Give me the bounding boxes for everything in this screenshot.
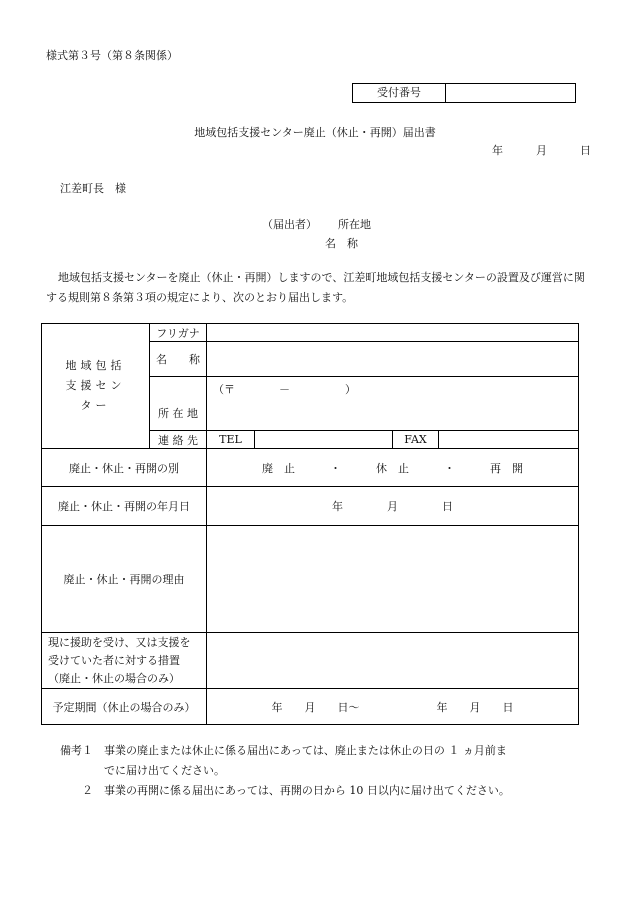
date-label: 廃止・休止・再開の年月日 (42, 487, 207, 526)
option-separator-2: ・ (444, 461, 455, 475)
notifier-name-label: 名 称 (325, 237, 358, 250)
period-field[interactable]: 年 月 日～ 年 月 日 (207, 689, 579, 725)
option-abolish[interactable]: 廃 止 (262, 461, 295, 475)
note-line-3: ２ 事業の再開に係る届出にあっては、再開の日から 10 日以内に届け出てください。 (60, 784, 510, 797)
measure-label-line-1: 現に援助を受け、又は支援を (48, 635, 191, 649)
option-separator-1: ・ (330, 461, 341, 475)
fax-label: FAX (393, 431, 439, 449)
date-day: 日 (580, 144, 591, 157)
addressee: 江差町長 様 (60, 182, 126, 195)
date-line (492, 142, 591, 158)
center-label: 地域包括支援センター (65, 359, 126, 412)
reason-label: 廃止・休止・再開の理由 (42, 526, 207, 633)
form-number: 様式第３号（第８条関係） (46, 49, 178, 62)
intro-paragraph: 地域包括支援センターを廃止（休止・再開）しますので、江差町地域包括支援センターの設置及び運営に関する規則第８条第３項の規定により、次のとおり届出します。 (46, 271, 585, 304)
note-line-1: 備考１ 事業の廃止または休止に係る届出にあっては、廃止または休止の日の １ ヵ月前ま (60, 744, 507, 757)
name-field[interactable] (207, 342, 579, 377)
note-line-2: でに届け出てください。 (60, 764, 225, 777)
date-month: 月 (536, 144, 547, 157)
notification-form-table (41, 323, 579, 725)
option-resume[interactable]: 再 開 (490, 461, 523, 475)
period-label: 予定期間（休止の場合のみ） (42, 689, 207, 725)
postal-code-template: （〒 － ） (213, 383, 356, 396)
measure-label-line-3: （廃止・休止の場合のみ） (48, 671, 180, 685)
document-title: 地域包括支援センター廃止（休止・再開）届出書 (194, 126, 436, 139)
reason-field[interactable] (207, 526, 579, 633)
notifier-block (262, 216, 371, 232)
furigana-label: フリガナ (150, 324, 207, 342)
receipt-number-box (352, 83, 576, 103)
tel-field[interactable] (255, 431, 393, 449)
contact-label: 連 絡 先 (150, 431, 207, 449)
fax-field[interactable] (439, 431, 579, 449)
measure-field[interactable] (207, 633, 579, 689)
measure-label (42, 633, 207, 689)
date-year: 年 (492, 144, 503, 157)
notifier-address-label: 所在地 (338, 218, 371, 231)
furigana-field[interactable] (207, 324, 579, 342)
center-label-cell (42, 324, 150, 449)
notifier-label: （届出者） (262, 218, 317, 231)
option-suspend[interactable]: 休 止 (376, 461, 409, 475)
name-label: 名 称 (150, 342, 207, 377)
date-field[interactable]: 年 月 日 (207, 487, 579, 526)
measure-label-line-2: 受けていた者に対する措置 (48, 653, 180, 667)
notes (60, 741, 580, 801)
tel-label: TEL (207, 431, 255, 449)
type-options[interactable] (207, 449, 579, 487)
type-label: 廃止・休止・再開の別 (42, 449, 207, 487)
address-field[interactable] (207, 377, 579, 431)
address-label: 所 在 地 (150, 377, 207, 431)
receipt-number-label: 受付番号 (353, 84, 446, 102)
